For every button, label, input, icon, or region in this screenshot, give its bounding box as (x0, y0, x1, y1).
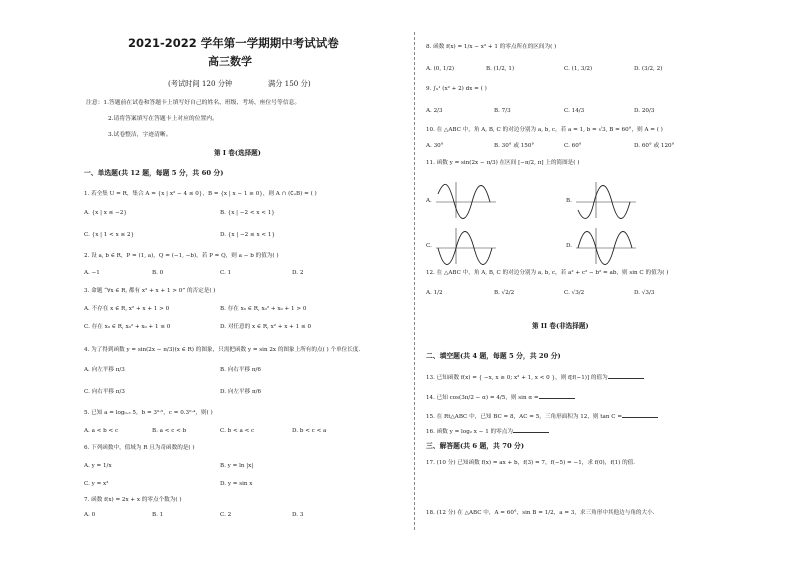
q1-option-b: B. {x | −2 < x < 1} (220, 210, 275, 216)
q6-stem: 6. 下列函数中，值域为 R 且为奇函数的是( ) (84, 445, 195, 451)
q4-option-d: D. 向左平移 π/6 (220, 389, 262, 395)
q15-stem (426, 412, 658, 421)
q1-option-a: A. {x | x ≤ −2} (84, 210, 127, 216)
q11-graph-c (436, 226, 498, 266)
q4-stem: 4. 为了得到函数 y = sin(2x − π/3)(x ∈ R) 的图象，只需把函数 y = sin 2x 的图象上所有的点( ) 个单位长度. (84, 347, 361, 353)
q5-option-d: D. b < c < a (292, 428, 327, 434)
q12-option-d: D. √3/3 (634, 290, 655, 296)
q12-option-a: A. 1/2 (426, 290, 443, 296)
q13-stem-text: 13. 已知函数 f(x) = { −x, x ≥ 0; x² + 1, x < 0 }，则 f[f(−1)] 的值为 (426, 375, 608, 381)
q1-stem: 1. 若全集 U = R，集合 A = {x | x² − 4 ≤ 0}，B = {x | x − 1 ≥ 0}，则 A ∩ (∁ᵤB) = ( ) (84, 191, 317, 197)
q5-option-b: B. a < c < b (152, 428, 187, 434)
exam-subtitle: 高三数学 (208, 55, 252, 68)
q11-stem-pre: 11. 函数 y = sin(2x − π/3) 在区间 (426, 160, 517, 166)
q11-option-c: C. (426, 243, 432, 249)
note-1: 注意：1.答题前在试卷和答题卡上填写好自己的姓名、班级、考场、座位号等信息。 (86, 100, 301, 106)
q9-option-c: C. 14/3 (564, 108, 585, 114)
q11-stem-interval: [−π/2, π] (518, 160, 544, 166)
q18-stem: 18. (12 分) 在 △ABC 中，A = 60°，sin B = 1/2，a = 3，求三角形中其他边与角的大小. (426, 510, 655, 516)
q4-option-b: B. 向右平移 π/6 (220, 367, 261, 373)
q8-option-c: C. (1, 3/2) (564, 66, 593, 72)
q1-option-c: C. {x | 1 < x ≤ 2} (84, 232, 135, 238)
q11-stem-post: 上的简图是( ) (545, 160, 580, 166)
q2-stem: 2. 设 a, b ∈ R，P = (1, a)，Q = (−1, −b)，若 P = Q，则 a − b 的值为( ) (84, 253, 279, 259)
section3-title: 三、解答题(共 6 题，共 70 分) (426, 442, 525, 450)
column-divider (414, 32, 415, 530)
q3-option-a: A. 不存在 x ∈ R, x² + x + 1 > 0 (84, 306, 170, 312)
q1-option-d: D. {x | −2 ≤ x < 1} (220, 232, 276, 238)
q6-option-b: B. y = ln |x| (220, 463, 254, 469)
q11-option-a: A. (426, 198, 432, 204)
part1-title: 第 I 卷(选择题) (214, 149, 261, 157)
q9-stem: 9. ∫₀¹ (x² + 2) dx = ( ) (426, 86, 487, 92)
q11-option-d: D. (566, 243, 573, 249)
q3-option-b: B. 存在 x₀ ∈ R, x₀² + x₀ + 1 > 0 (220, 306, 307, 312)
q12-stem: 12. 在 △ABC 中，角 A, B, C 的对边分别为 a, b, c，若 a² + c² − b² = ab，则 sin C 的值为( ) (426, 270, 669, 276)
q2-option-b: B. 0 (152, 270, 164, 276)
q11-option-b: B. (566, 198, 572, 204)
q15-stem-text: 15. 在 Rt△ABC 中，已知 BC = 8，AC = 5，三角形面积为 12，则 tan C = (426, 414, 623, 420)
q11-stem (426, 160, 579, 167)
q6-option-a: A. y = 1/x (84, 463, 112, 469)
q10-option-c: C. 60° (564, 143, 582, 149)
q10-stem: 10. 在 △ABC 中，角 A, B, C 的对边分别为 a, b, c，若 a = 1, b = √3, B = 60°，则 A = ( ) (426, 127, 663, 133)
q10-option-a: A. 30° (426, 143, 444, 149)
q5-option-c: C. b < a < c (220, 428, 255, 434)
q2-option-d: D. 2 (292, 270, 304, 276)
q13-answer-blank[interactable] (608, 373, 644, 379)
q3-stem: 3. 命题 “∀x ∈ R, 都有 x² + x + 1 > 0” 的否定是( ) (84, 288, 216, 294)
q6-option-d: D. y = sin x (220, 481, 253, 487)
part2-title: 第 II 卷(非选择题) (532, 322, 589, 330)
q8-stem: 8. 函数 f(x) = 1/x − x³ + 1 的零点所在的区间为( ) (426, 44, 557, 50)
note-2: 2.请将答案填写在答题卡上对应的位置内。 (108, 116, 218, 122)
q10-option-b: B. 30° 或 150° (494, 143, 535, 149)
q16-stem-text: 16. 函数 y = log₂ x − 1 的零点为 (426, 429, 513, 435)
left-column (78, 0, 408, 562)
q9-option-d: D. 20/3 (634, 108, 655, 114)
q7-option-d: D. 3 (292, 512, 304, 518)
q17-stem: 17. (10 分) 已知函数 f(x) = ax + b，f(3) = 7，f(−5) = −1，求 f(0)，f(1) 的值. (426, 460, 636, 466)
q3-option-d: D. 对任意的 x ∈ R, x² + x + 1 ≤ 0 (220, 324, 312, 330)
q12-option-b: B. √2/2 (494, 290, 515, 296)
q16-stem (426, 427, 549, 436)
q8-option-b: B. (1/2, 1) (486, 66, 515, 72)
section1-title: 一、单选题(共 12 题，每题 5 分，共 60 分) (84, 169, 224, 177)
q12-option-c: C. √3/2 (564, 290, 585, 296)
q6-option-c: C. y = x³ (84, 481, 109, 487)
q14-stem (426, 393, 575, 402)
q7-option-b: B. 1 (152, 512, 164, 518)
note-3: 3.试卷整洁，字迹清晰。 (108, 132, 172, 138)
q7-option-c: C. 2 (220, 512, 232, 518)
exam-title: 2021-2022 学年第一学期期中考试试卷 (128, 36, 339, 50)
q2-option-c: C. 1 (220, 270, 232, 276)
q8-option-a: A. (0, 1/2) (426, 66, 455, 72)
q8-option-d: D. (3/2, 2) (634, 66, 663, 72)
q13-stem (426, 373, 644, 382)
q4-option-a: A. 向左平移 π/3 (84, 367, 125, 373)
right-column (424, 0, 724, 562)
q11-graph-b (576, 180, 638, 220)
q7-stem: 7. 函数 f(x) = 2x + x 的零点个数为( ) (84, 497, 182, 503)
q9-option-a: A. 2/3 (426, 108, 443, 114)
q10-option-d: D. 60° 或 120° (634, 143, 675, 149)
q14-answer-blank[interactable] (539, 393, 575, 399)
q11-graph-a (436, 180, 498, 220)
q7-option-a: A. 0 (84, 512, 96, 518)
q11-graph-d (576, 226, 638, 266)
q5-option-a: A. a < b < c (84, 428, 119, 434)
section2-title: 二、填空题(共 4 题，每题 5 分，共 20 分) (426, 352, 561, 360)
q4-option-c: C. 向右平移 π/3 (84, 389, 125, 395)
q14-stem-text: 14. 已知 cos(3π/2 − α) = 4/5，则 sin α = (426, 395, 539, 401)
q9-option-b: B. 7/3 (494, 108, 511, 114)
q3-option-c: C. 存在 x₀ ∈ R, x₀² + x₀ + 1 ≤ 0 (84, 324, 171, 330)
q15-answer-blank[interactable] (622, 412, 658, 418)
exam-time: (考试时间 120 分钟 (168, 79, 233, 88)
q5-stem: 5. 已知 a = log₀.₃ 5，b = 3⁰·⁵，c = 0.3⁰·⁴，则( ) (84, 410, 213, 416)
q16-answer-blank[interactable] (513, 427, 549, 433)
q2-option-a: A. −1 (84, 270, 100, 276)
exam-score: 满分 150 分) (268, 79, 311, 88)
